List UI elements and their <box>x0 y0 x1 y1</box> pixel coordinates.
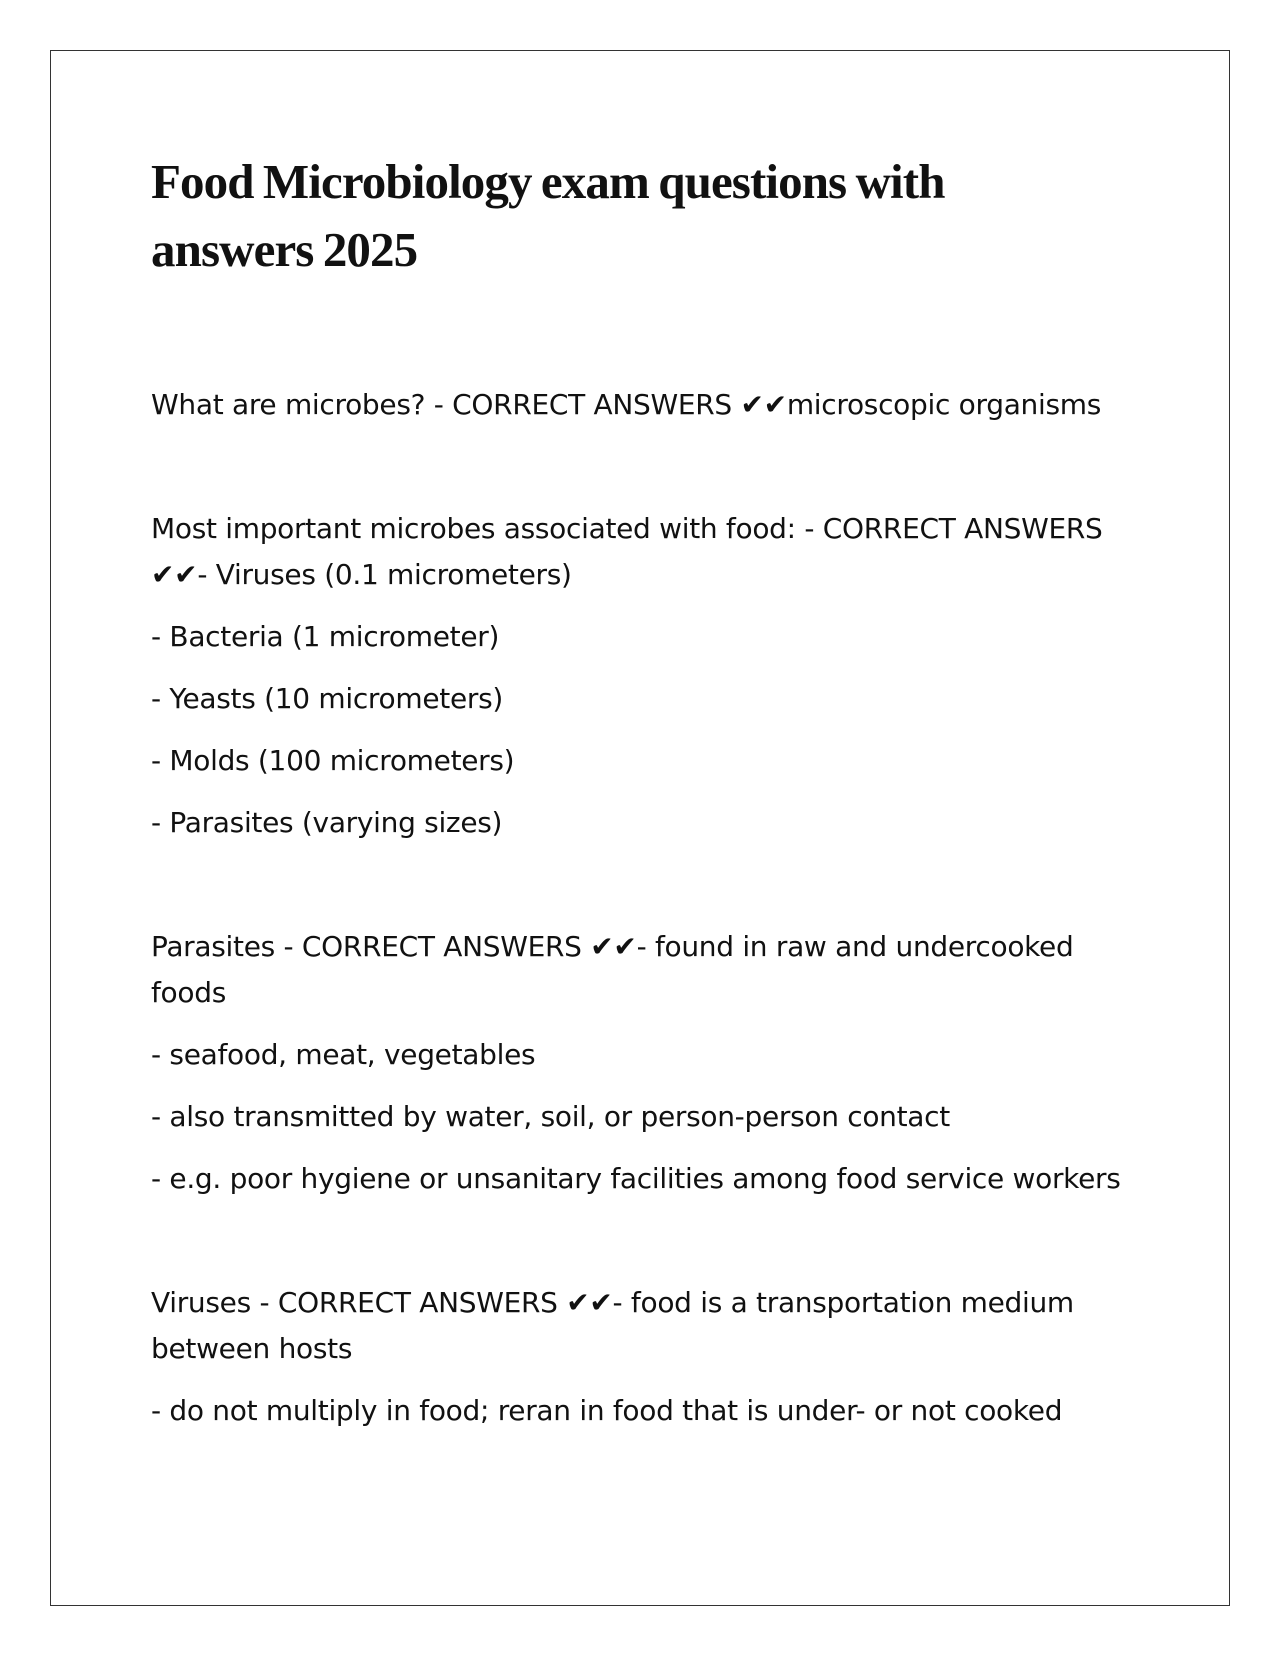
answer-line: - seafood, meat, vegetables <box>151 1038 536 1071</box>
document-body <box>151 148 1151 1434</box>
answer-line: - e.g. poor hygiene or unsanitary facilities among food service workers <box>151 1162 1121 1195</box>
answer-line: - Molds (100 micrometers) <box>151 744 515 777</box>
qa-item <box>151 506 1151 846</box>
answer-line: - Bacteria (1 micrometer) <box>151 620 500 653</box>
qa-question: Most important microbes associated with food: - CORRECT ANSWERS ✔✔- Viruses (0.1 micrometers) <box>151 512 1103 591</box>
qa-question: What are microbes? - CORRECT ANSWERS ✔✔microscopic organisms <box>151 388 1102 421</box>
answer-line: - Parasites (varying sizes) <box>151 806 503 839</box>
answer-line: - also transmitted by water, soil, or person-person contact <box>151 1100 950 1133</box>
document-title <box>151 148 1151 284</box>
title-line-2: answers 2025 <box>151 222 418 277</box>
qa-question: Parasites - CORRECT ANSWERS ✔✔- found in raw and undercooked foods <box>151 930 1074 1009</box>
qa-item <box>151 924 1151 1202</box>
qa-item <box>151 1280 1151 1434</box>
qa-question: Viruses - CORRECT ANSWERS ✔✔- food is a transportation medium between hosts <box>151 1286 1074 1365</box>
answer-line: - do not multiply in food; reran in food that is under- or not cooked <box>151 1394 1063 1427</box>
answer-line: - Yeasts (10 micrometers) <box>151 682 503 715</box>
title-line-1: Food Microbiology exam questions with <box>151 154 945 209</box>
qa-item <box>151 382 1151 428</box>
